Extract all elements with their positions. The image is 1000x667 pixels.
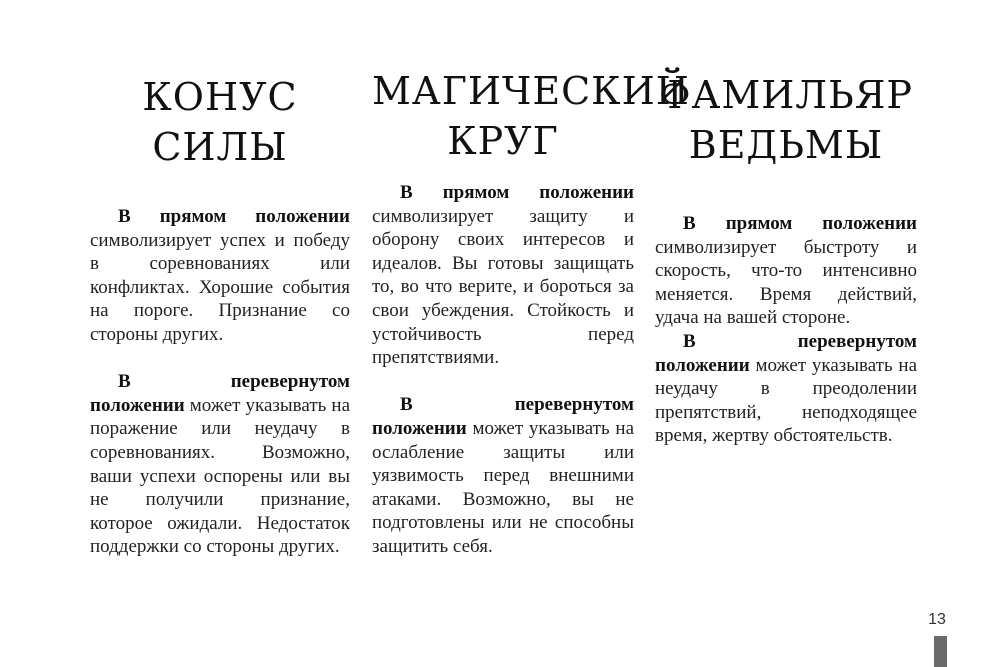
card-title-magic-circle	[372, 66, 690, 166]
reversed-lead: В перевернутом положении	[372, 394, 634, 439]
upright-text: символизирует успех и победу в соревнованиях или конфликтах. Хорошие события на пороге. Признание со стороны других.	[90, 229, 350, 345]
card-description-witch-familiar	[655, 212, 917, 448]
reversed-text: может указывать на неудачу в преодолении препятствий, неподходящее время, жертву обстоятельств.	[655, 354, 918, 447]
title-line: СИЛЫ	[152, 125, 288, 169]
reversed-paragraph	[90, 370, 350, 559]
reversed-lead: В перевернутом положении	[90, 371, 350, 416]
title-line: ФАМИЛЬЯР	[659, 73, 913, 117]
upright-paragraph	[655, 212, 917, 330]
reversed-lead: В перевернутом положении	[655, 330, 917, 376]
title-line: КОНУС	[142, 75, 298, 119]
reversed-text: может указывать на ослабление защиты или уязвимость перед внешними атаками. Возможно, вы не подготовлены или не способны защитить себя.	[372, 417, 635, 557]
upright-text: символизирует быстроту и скорость, что-то интенсивно меняется. Время действий, удача на вашей стороне.	[655, 236, 917, 329]
card-description-magic-circle	[372, 181, 634, 559]
upright-lead: В прямом положении	[683, 213, 917, 234]
upright-text: символизирует защиту и оборону своих интересов и идеалов. Вы готовы защищать то, во что верите, и бороться за свои убеждения. Стойкость и устойчивость перед препятствиями.	[372, 205, 634, 369]
title-line: ВЕДЬМЫ	[688, 123, 884, 167]
page-edge-tab	[934, 636, 947, 667]
reversed-paragraph	[372, 393, 634, 558]
reversed-text: может указывать на поражение или неудачу в соревнованиях. Возможно, ваши успехи оспорены или вы не получили признание, которое ожидали. Недостаток поддержки со стороны других.	[90, 394, 351, 558]
upright-lead: В прямом положении	[400, 182, 634, 203]
card-title-witch-familiar	[655, 70, 917, 170]
upright-paragraph	[372, 181, 634, 370]
title-line: КРУГ	[447, 119, 559, 163]
reversed-paragraph	[655, 330, 917, 448]
upright-paragraph	[90, 205, 350, 347]
card-title-cone-of-power	[90, 72, 350, 172]
page-number: 13	[928, 611, 946, 628]
card-description-cone-of-power	[90, 205, 350, 559]
upright-lead: В прямом положении	[118, 206, 350, 227]
title-line: МАГИЧЕСКИЙ	[372, 69, 690, 113]
